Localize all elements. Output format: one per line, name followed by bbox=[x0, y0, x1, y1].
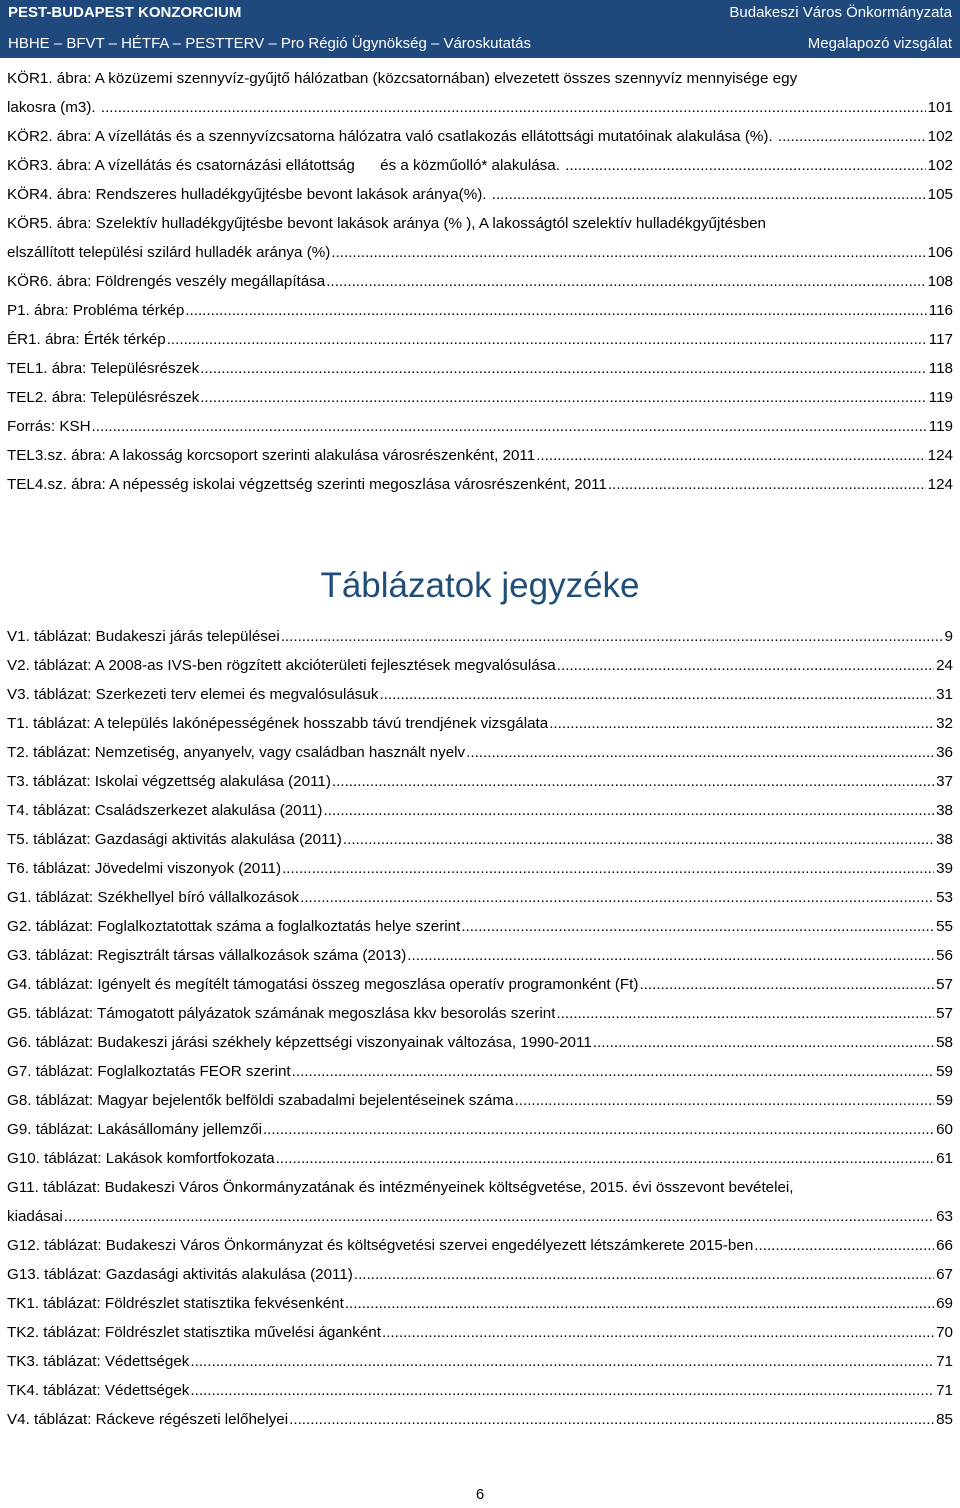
toc-dot-leader bbox=[565, 151, 925, 180]
toc-page-number: 101 bbox=[927, 99, 953, 116]
toc-page-number: 108 bbox=[927, 273, 953, 290]
toc-entry[interactable] bbox=[7, 1231, 953, 1260]
toc-entry-title: T2. táblázat: Nemzetiség, anyanyelv, vagy családban használt nyelv bbox=[7, 744, 466, 761]
toc-entry[interactable] bbox=[7, 1405, 953, 1434]
toc-entry[interactable] bbox=[7, 151, 953, 180]
toc-page-number: 71 bbox=[936, 1382, 953, 1399]
toc-entry[interactable] bbox=[7, 1347, 953, 1376]
toc-dot-leader bbox=[379, 680, 934, 709]
toc-dot-leader bbox=[354, 1260, 934, 1289]
toc-entry-title-line: KÖR1. ábra: A közüzemi szennyvíz-gyűjtő hálózatban (közcsatornában) elvezetett összes szennyvíz mennyisége egy bbox=[7, 70, 798, 87]
header-consortium: PEST-BUDAPEST KONZORCIUM bbox=[8, 3, 242, 21]
figures-list bbox=[7, 64, 953, 499]
toc-entry-title: KÖR3. ábra: A vízellátás és csatornázási ellátottság és a közműolló* alakulása. bbox=[7, 157, 565, 174]
toc-page-number: 38 bbox=[936, 802, 953, 819]
toc-dot-leader bbox=[461, 912, 934, 941]
toc-dot-leader bbox=[345, 1289, 934, 1318]
toc-dot-leader bbox=[276, 1144, 934, 1173]
toc-page-number: 57 bbox=[936, 976, 953, 993]
toc-dot-leader bbox=[492, 180, 926, 209]
toc-entry[interactable] bbox=[7, 854, 953, 883]
toc-entry[interactable] bbox=[7, 1260, 953, 1289]
toc-entry[interactable] bbox=[7, 296, 953, 325]
toc-entry-title: kiadásai bbox=[7, 1208, 63, 1225]
toc-page-number: 67 bbox=[936, 1266, 953, 1283]
toc-entry[interactable] bbox=[7, 825, 953, 854]
toc-dot-leader bbox=[593, 1028, 934, 1057]
toc-entry-title: P1. ábra: Probléma térkép bbox=[7, 302, 185, 319]
toc-page-number: 9 bbox=[944, 628, 953, 645]
toc-dot-leader bbox=[167, 325, 927, 354]
toc-dot-leader bbox=[101, 93, 926, 122]
toc-entry-title: lakosra (m3). bbox=[7, 99, 100, 116]
toc-entry[interactable] bbox=[7, 970, 953, 999]
toc-page-number: 119 bbox=[928, 418, 953, 435]
toc-entry-title: T5. táblázat: Gazdasági aktivitás alakulása (2011) bbox=[7, 831, 342, 848]
toc-page-number: 61 bbox=[936, 1150, 953, 1167]
toc-page-number: 31 bbox=[936, 686, 953, 703]
toc-entry-title: ÉR1. ábra: Érték térkép bbox=[7, 331, 166, 348]
toc-entry[interactable] bbox=[7, 470, 953, 499]
toc-entry[interactable] bbox=[7, 383, 953, 412]
toc-page-number: 39 bbox=[936, 860, 953, 877]
toc-entry-title: elszállított települési szilárd hulladék aránya (%) bbox=[7, 244, 331, 261]
toc-page-number: 102 bbox=[927, 157, 953, 174]
toc-entry[interactable] bbox=[7, 267, 953, 296]
toc-entry-title: T3. táblázat: Iskolai végzettség alakulása (2011) bbox=[7, 773, 331, 790]
toc-entry-title: T4. táblázat: Családszerkezet alakulása (2011) bbox=[7, 802, 323, 819]
toc-dot-leader bbox=[200, 383, 927, 412]
toc-dot-leader bbox=[536, 441, 925, 470]
toc-dot-leader bbox=[292, 1057, 934, 1086]
toc-page-number: 118 bbox=[928, 360, 953, 377]
toc-entry-title: TEL4.sz. ábra: A népesség iskolai végzettség szerinti megoszlása városrészenként, 2011 bbox=[7, 476, 607, 493]
toc-entry-title: V1. táblázat: Budakeszi járás települései bbox=[7, 628, 280, 645]
toc-dot-leader bbox=[263, 1115, 934, 1144]
toc-page-number: 24 bbox=[936, 657, 953, 674]
toc-page-number: 116 bbox=[928, 302, 953, 319]
toc-page-number: 38 bbox=[936, 831, 953, 848]
toc-entry-title: TEL3.sz. ábra: A lakosság korcsoport szerinti alakulása városrészenként, 2011 bbox=[7, 447, 536, 464]
toc-dot-leader bbox=[556, 999, 934, 1028]
toc-page-number: 57 bbox=[936, 1005, 953, 1022]
toc-entry-title: G10. táblázat: Lakások komfortfokozata bbox=[7, 1150, 275, 1167]
toc-page-number: 55 bbox=[936, 918, 953, 935]
toc-entry-title: TK4. táblázat: Védettségek bbox=[7, 1382, 190, 1399]
page-number: 6 bbox=[475, 1486, 485, 1503]
toc-entry-title: V4. táblázat: Ráckeve régészeti lelőhelyei bbox=[7, 1411, 289, 1428]
toc-dot-leader bbox=[608, 470, 926, 499]
toc-page-number: 124 bbox=[927, 476, 953, 493]
toc-entry[interactable] bbox=[7, 1289, 953, 1318]
toc-dot-leader bbox=[332, 767, 934, 796]
toc-entry-title-line: KÖR5. ábra: Szelektív hulladékgyűjtésbe bevont lakások aránya (% ), A lakosságtól szelektív hulladékgyűjtésben bbox=[7, 215, 766, 232]
toc-page-number: 60 bbox=[936, 1121, 953, 1138]
toc-dot-leader bbox=[64, 1202, 934, 1231]
toc-dot-leader bbox=[200, 354, 927, 383]
tables-list bbox=[7, 622, 953, 1434]
toc-dot-leader bbox=[331, 238, 925, 267]
toc-dot-leader bbox=[754, 1231, 934, 1260]
toc-entry-title-line: G11. táblázat: Budakeszi Város Önkormányzatának és intézményeinek költségvetése, 2015. évi összevont bevételei, bbox=[7, 1179, 794, 1196]
toc-entry[interactable] bbox=[7, 651, 953, 680]
toc-entry[interactable] bbox=[7, 180, 953, 209]
toc-entry[interactable] bbox=[7, 1173, 953, 1231]
toc-entry-continuation bbox=[7, 238, 953, 267]
toc-entry[interactable] bbox=[7, 209, 953, 267]
toc-entry-title: G1. táblázat: Székhellyel bíró vállalkozások bbox=[7, 889, 300, 906]
toc-page-number: 32 bbox=[936, 715, 953, 732]
toc-entry-title: TK3. táblázat: Védettségek bbox=[7, 1353, 190, 1370]
toc-entry[interactable] bbox=[7, 1376, 953, 1405]
header-partners: HBHE – BFVT – HÉTFA – PESTTERV – Pro Régió Ügynökség – Városkutatás bbox=[8, 34, 532, 52]
toc-entry-title: G3. táblázat: Regisztrált társas vállalkozások száma (2013) bbox=[7, 947, 407, 964]
toc-entry-title: T6. táblázat: Jövedelmi viszonyok (2011) bbox=[7, 860, 282, 877]
toc-page-number: 102 bbox=[927, 128, 953, 145]
toc-dot-leader bbox=[557, 651, 934, 680]
toc-entry-title: KÖR4. ábra: Rendszeres hulladékgyűjtésbe bevont lakások aránya(%). bbox=[7, 186, 491, 203]
toc-entry-title: G5. táblázat: Támogatott pályázatok számának megoszlása kkv besorolás szerint bbox=[7, 1005, 556, 1022]
toc-entry[interactable] bbox=[7, 441, 953, 470]
page-header bbox=[0, 0, 960, 58]
toc-page-number: 69 bbox=[936, 1295, 953, 1312]
toc-entry[interactable] bbox=[7, 796, 953, 825]
toc-entry[interactable] bbox=[7, 1144, 953, 1173]
toc-page-number: 37 bbox=[936, 773, 953, 790]
toc-entry-title: G8. táblázat: Magyar bejelentők belföldi szabadalmi bejelentéseinek száma bbox=[7, 1092, 514, 1109]
toc-entry-title: TEL2. ábra: Településrészek bbox=[7, 389, 200, 406]
toc-entry-title: TK2. táblázat: Földrészlet statisztika művelési áganként bbox=[7, 1324, 381, 1341]
toc-entry[interactable] bbox=[7, 883, 953, 912]
toc-entry[interactable] bbox=[7, 325, 953, 354]
toc-entry-title: G13. táblázat: Gazdasági aktivitás alakulása (2011) bbox=[7, 1266, 353, 1283]
toc-dot-leader bbox=[190, 1347, 934, 1376]
toc-entry[interactable] bbox=[7, 1028, 953, 1057]
toc-dot-leader bbox=[639, 970, 934, 999]
toc-entry[interactable] bbox=[7, 1115, 953, 1144]
toc-dot-leader bbox=[281, 622, 943, 651]
toc-dot-leader bbox=[549, 709, 934, 738]
toc-page-number: 105 bbox=[927, 186, 953, 203]
toc-entry-title: G9. táblázat: Lakásállomány jellemzői bbox=[7, 1121, 262, 1138]
toc-entry[interactable] bbox=[7, 1318, 953, 1347]
toc-dot-leader bbox=[326, 267, 925, 296]
toc-dot-leader bbox=[289, 1405, 934, 1434]
toc-entry-title: KÖR6. ábra: Földrengés veszély megállapítása bbox=[7, 273, 326, 290]
toc-entry[interactable] bbox=[7, 354, 953, 383]
toc-entry[interactable] bbox=[7, 1086, 953, 1115]
header-row-bottom bbox=[8, 32, 952, 54]
toc-page-number: 85 bbox=[936, 1411, 953, 1428]
toc-dot-leader bbox=[343, 825, 934, 854]
toc-entry-title: G7. táblázat: Foglalkoztatás FEOR szerint bbox=[7, 1063, 291, 1080]
toc-page-number: 56 bbox=[936, 947, 953, 964]
toc-entry-title: V3. táblázat: Szerkezeti terv elemei és megvalósulásuk bbox=[7, 686, 379, 703]
toc-dot-leader bbox=[300, 883, 934, 912]
header-municipality: Budakeszi Város Önkormányzata bbox=[729, 3, 952, 21]
toc-dot-leader bbox=[185, 296, 926, 325]
toc-entry[interactable] bbox=[7, 680, 953, 709]
toc-page-number: 63 bbox=[936, 1208, 953, 1225]
toc-dot-leader bbox=[282, 854, 934, 883]
toc-entry[interactable] bbox=[7, 709, 953, 738]
toc-entry[interactable] bbox=[7, 622, 953, 651]
toc-dot-leader bbox=[190, 1376, 934, 1405]
toc-entry[interactable] bbox=[7, 912, 953, 941]
toc-entry[interactable] bbox=[7, 941, 953, 970]
toc-entry-title: Forrás: KSH bbox=[7, 418, 91, 435]
toc-entry-title: TEL1. ábra: Településrészek bbox=[7, 360, 200, 377]
toc-page-number: 59 bbox=[936, 1063, 953, 1080]
toc-page-number: 59 bbox=[936, 1092, 953, 1109]
toc-dot-leader bbox=[382, 1318, 934, 1347]
toc-page-number: 71 bbox=[936, 1353, 953, 1370]
toc-entry-title: KÖR2. ábra: A vízellátás és a szennyvízcsatorna hálózatra való csatlakozás ellátottsági mutatóinak alakulása (%). bbox=[7, 128, 777, 145]
toc-page-number: 106 bbox=[927, 244, 953, 261]
toc-entry[interactable] bbox=[7, 738, 953, 767]
toc-entry-continuation bbox=[7, 93, 953, 122]
toc-entry-title: G12. táblázat: Budakeszi Város Önkormányzat és költségvetési szervei engedélyezett létszámkerete 2015-ben bbox=[7, 1237, 754, 1254]
tables-heading: Táblázatok jegyzéke bbox=[320, 566, 640, 606]
header-row-top bbox=[8, 1, 952, 23]
toc-page-number: 58 bbox=[936, 1034, 953, 1051]
toc-page-number: 124 bbox=[927, 447, 953, 464]
toc-entry-continuation bbox=[7, 1202, 953, 1231]
toc-entry-title: T1. táblázat: A település lakónépességének hosszabb távú trendjének vizsgálata bbox=[7, 715, 549, 732]
toc-dot-leader bbox=[407, 941, 934, 970]
toc-entry-title: G4. táblázat: Igényelt és megítélt támogatási összeg megoszlása operatív programonként (Ft) bbox=[7, 976, 639, 993]
toc-entry-title: TK1. táblázat: Földrészlet statisztika fekvésenként bbox=[7, 1295, 344, 1312]
toc-entry[interactable] bbox=[7, 767, 953, 796]
toc-dot-leader bbox=[466, 738, 934, 767]
toc-page-number: 70 bbox=[936, 1324, 953, 1341]
toc-page-number: 119 bbox=[928, 389, 953, 406]
toc-entry-title: G6. táblázat: Budakeszi járási székhely képzettségi viszonyainak változása, 1990-2011 bbox=[7, 1034, 592, 1051]
toc-page-number: 66 bbox=[936, 1237, 953, 1254]
toc-entry[interactable] bbox=[7, 412, 953, 441]
toc-page-number: 117 bbox=[928, 331, 953, 348]
toc-entry[interactable] bbox=[7, 999, 953, 1028]
toc-dot-leader bbox=[515, 1086, 935, 1115]
toc-page-number: 53 bbox=[936, 889, 953, 906]
toc-entry-title: V2. táblázat: A 2008-as IVS-ben rögzített akcióterületi fejlesztések megvalósulása bbox=[7, 657, 556, 674]
toc-page-number: 36 bbox=[936, 744, 953, 761]
toc-entry[interactable] bbox=[7, 122, 953, 151]
toc-entry[interactable] bbox=[7, 64, 953, 122]
header-document-type: Megalapozó vizsgálat bbox=[807, 34, 952, 52]
toc-entry[interactable] bbox=[7, 1057, 953, 1086]
toc-dot-leader bbox=[778, 122, 926, 151]
toc-dot-leader bbox=[323, 796, 934, 825]
toc-dot-leader bbox=[92, 412, 927, 441]
toc-entry-title: G2. táblázat: Foglalkoztatottak száma a foglalkoztatás helye szerint bbox=[7, 918, 461, 935]
